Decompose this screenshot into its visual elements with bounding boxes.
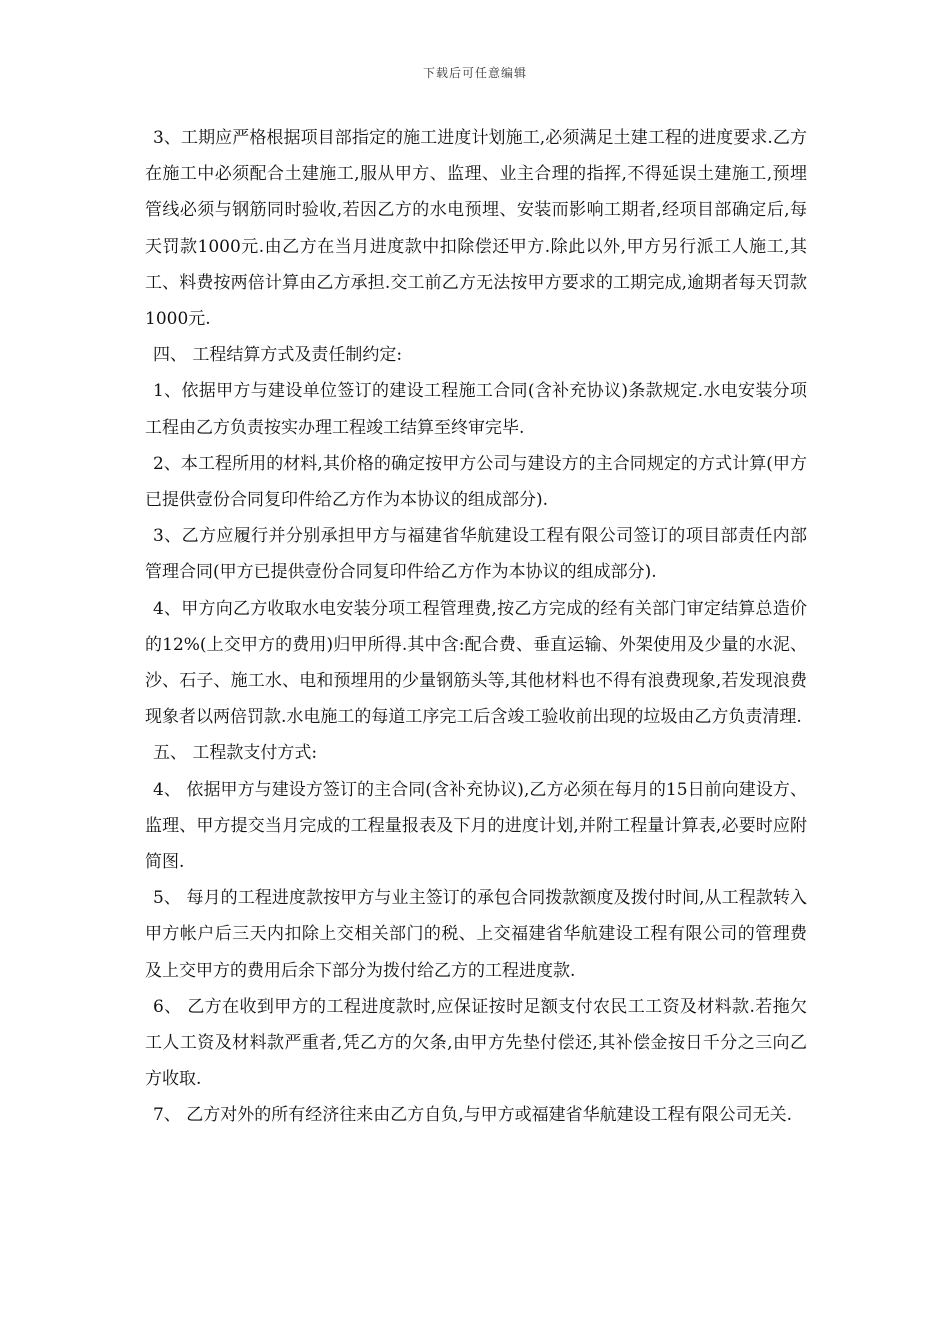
section-heading-5: 五、 工程款支付方式: xyxy=(153,743,318,764)
paragraph-5-4: 4、 依据甲方与建设方签订的主合同(含补充协议),乙方必须在每月的15日前向建设方、监理、甲方提交当月完成的工程量报表及下月的进度计划,并附工程量计算表,必要时应附简图. xyxy=(145,779,807,873)
paragraph-5-5: 5、 每月的工程进度款按甲方与业主签订的承包合同拨款额度及拨付时间,从工程款转入甲方帐户后三天内扣除上交相关部门的税、上交福建省华航建设工程有限公司的管理费及上交甲方的费用后余下部分为拨付给乙方的工程进度款. xyxy=(145,888,807,981)
paragraph-4-2: 2、本工程所用的材料,其价格的确定按甲方公司与建设方的主合同规定的方式计算(甲方已提供壹份合同复印件给乙方作为本协议的组成部分). xyxy=(145,453,807,511)
paragraph-5-7: 7、 乙方对外的所有经济往来由乙方自负,与甲方或福建省华航建设工程有限公司无关. xyxy=(153,1105,793,1126)
paragraph-4-3: 3、乙方应履行并分别承担甲方与福建省华航建设工程有限公司签订的项目部责任内部管理合同(甲方已提供壹份合同复印件给乙方作为本协议的组成部分). xyxy=(145,526,807,583)
paragraph-5-6: 6、 乙方在收到甲方的工程进度款时,应保证按时足额支付农民工工资及材料款.若拖欠工人工资及材料款严重者,凭乙方的欠条,由甲方先垫付偿还,其补偿金按日千分之三向乙方收取. xyxy=(145,996,807,1090)
paragraph-3-schedule: 3、工期应严格根据项目部指定的施工进度计划施工,必须满足土建工程的进度要求.乙方在施工中必须配合土建施工,服从甲方、监理、业主合理的指挥,不得延误土建施工,预埋管线必须与钢筋同时验收,若因乙方的水电预埋、安装而影响工期者,经项目部确定后,每天罚款1000元.由乙方在当月进度款中扣除偿还甲方.除此以外,甲方另行派工人施工,其工、料费按两倍计算由乙方承担.交工前乙方无法按甲方要求的工期完成,逾期者每天罚款1000元. xyxy=(145,128,807,330)
paragraph-4-1: 1、依据甲方与建设单位签订的建设工程施工合同(含补充协议)条款规定.水电安装分项工程由乙方负责按实办理工程竣工结算至终审完毕. xyxy=(145,381,807,438)
paragraph-4-4: 4、甲方向乙方收取水电安装分项工程管理费,按乙方完成的经有关部门审定结算总造价的12%(上交甲方的费用)归甲所得.其中含:配合费、垂直运输、外架使用及少量的水泥、沙、石子、施工水、电和预埋用的少量钢筋头等,其他材料也不得有浪费现象,若发现浪费现象者以两倍罚款.水电施工的每道工序完工后含竣工验收前出现的垃圾由乙方负责清理. xyxy=(145,598,807,728)
section-heading-4: 四、 工程结算方式及责任制约定: xyxy=(153,345,403,366)
page-header: 下载后可任意编辑 xyxy=(422,66,527,80)
document-body xyxy=(145,120,807,1134)
